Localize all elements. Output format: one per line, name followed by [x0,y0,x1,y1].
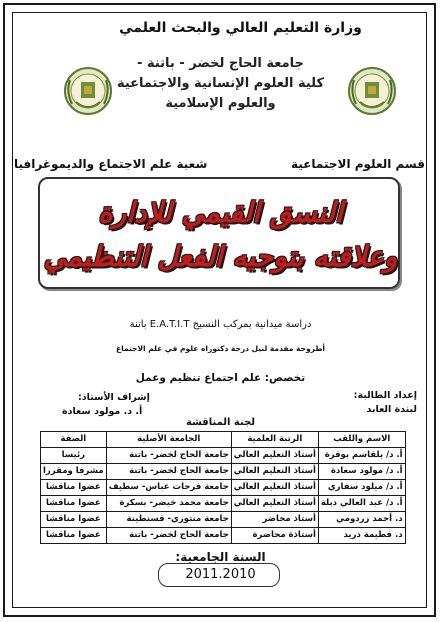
table-row [41,480,406,496]
ministry-name: وزارة التعليم العالي والبحث العلمي [119,20,362,36]
member-university: جامعة الحاج لخضر- باتنة [106,464,231,480]
table-header-row [41,432,406,448]
member-university: جامعة الحاج لخضر- باتنة [106,528,231,544]
member-name: أ. د/ بلقاسم بوقرة [318,448,405,464]
study-description: دراسة ميدانية بمركب النسيج E.A.T.I.T باتنة [129,319,312,330]
member-role: عضوا مناقشا [41,480,107,496]
university-name: جامعة الحاج لخضر - باتنة - [137,56,304,71]
column-header: الرتبة العلمية [231,432,318,448]
preparation-label: إعداد الطالبة: [353,390,417,401]
table-row [41,464,406,480]
member-role: مشرفا ومقررا [41,464,107,480]
member-rank: أستاذ محاضر [231,512,318,528]
member-rank: أستاذة محاضرة [231,528,318,544]
thesis-title-line2: وعلاقته بتوجيه الفعل التنظيمي [43,240,398,273]
column-header: الصفة [41,432,107,448]
member-role: عضوا مناقشا [41,496,107,512]
academic-year-label: السنة الجامعية: [175,550,266,564]
thesis-title-line1: النسق القيمي للإدارة [98,196,343,229]
member-role: رئيسا [41,448,107,464]
academic-year: 2011.2010 [185,567,256,582]
supervisor-name: أ. د. مولود سعادة [62,406,143,417]
table-row [41,528,406,544]
table-row [41,448,406,464]
member-university: جامعة فرحات عباس- سطيف [106,480,231,496]
specialization: تخصص: علم اجتماع تنظيم وعمل [135,372,306,384]
thesis-degree: أطروحة مقدمة لنيل درجة دكتوراه علوم في علم الاجتماع [116,344,325,353]
member-role: عضوا مناقشا [41,512,107,528]
member-rank: أستاذ التعليم العالي [231,496,318,512]
branch-name: شعبة علم الاجتماع والديموغرافيا [14,157,208,171]
column-header: الاسم واللقب [318,432,405,448]
student-name: لبندة العابد [366,404,417,415]
column-header: الجامعة الأصلية [106,432,231,448]
table-row [41,512,406,528]
supervisor-label: إشراف الأستاذ: [78,392,150,403]
member-name: د. أحمد زردومي [318,512,405,528]
member-role: عضوا مناقشا [41,528,107,544]
faculty-name: كلية العلوم الإنسانية والاجتماعية [116,76,325,91]
member-university: جامعة منتوري- قسنطينة [106,512,231,528]
member-name: د. فطيمة دريد [318,528,405,544]
table-row [41,496,406,512]
committee-title: لجنة المناقشة [185,417,256,428]
member-rank: أستاذ التعليم العالي [231,464,318,480]
committee-table [40,431,406,544]
department-name: قسم العلوم الاجتماعية [291,157,425,171]
member-rank: أستاذ التعليم العالي [231,480,318,496]
member-name: أ. د/ عبد العالي دبلة [318,496,405,512]
member-university: جامعة محمد خيضر- بسكرة [106,496,231,512]
member-university: جامعة الحاج لخضر- باتنة [106,448,231,464]
member-name: أ. د/ ميلود سفاري [318,480,405,496]
faculty-name-continued: والعلوم الإسلامية [165,96,276,111]
member-rank: أستاذ التعليم العالي [231,448,318,464]
member-name: أ. د/ مولود سعادة [318,464,405,480]
